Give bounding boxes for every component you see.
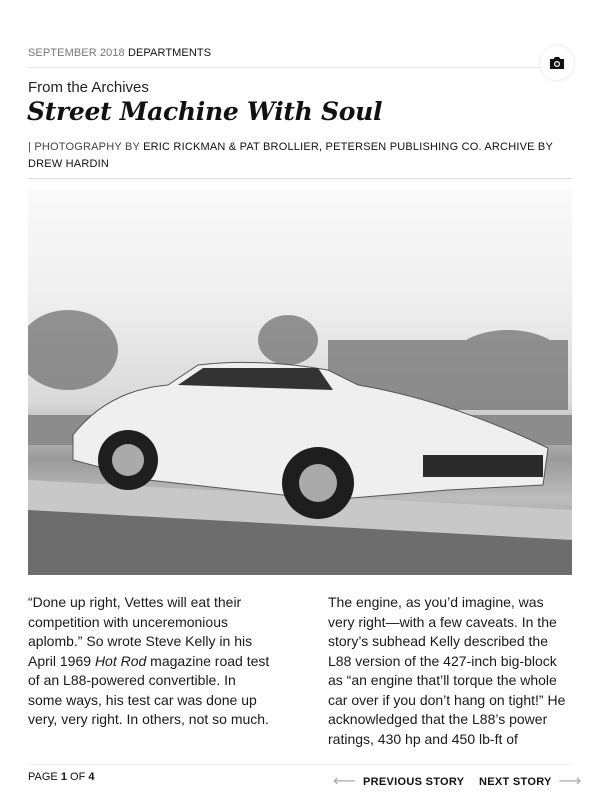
- page-of: OF: [70, 771, 86, 783]
- body-text: magazine road test of an L88-powered convertible. In some ways, his test car was done up very, very right. In others, not so much.: [28, 652, 270, 727]
- page-indicator: [28, 771, 94, 783]
- arrow-left-icon: ⟵: [333, 773, 357, 790]
- divider: [28, 178, 572, 179]
- body-text: “Done up right, Vettes will eat their competition with unceremonious aplomb.” So wrote Steve Kelly in his April 1969: [28, 594, 253, 669]
- page-label: PAGE: [28, 771, 58, 783]
- credit-names: ERIC RICKMAN & PAT BROLLIER, PETERSEN PUBLISHING CO. ARCHIVE BY DREW HARDIN: [28, 141, 553, 170]
- publication-name: Hot Rod: [94, 652, 147, 669]
- photo-gallery-button[interactable]: [540, 46, 574, 80]
- page-total: 4: [88, 771, 95, 783]
- previous-story-label: PREVIOUS STORY: [362, 776, 465, 788]
- next-story-button[interactable]: [479, 771, 582, 791]
- section-name[interactable]: DEPARTMENTS: [127, 47, 212, 59]
- article-column-2: The engine, as you’d imagine, was very right—with a few caveats. In the story’s subhead Kelly described the L88 version of the 427-inch big-block as “an engine that’ll torque the whole car over if you don’t hang on tight!” He acknowledged that the L88’s power ratings, 430 hp and 450 lb-ft of: [328, 594, 566, 747]
- arrow-right-icon: ⟶: [558, 773, 582, 790]
- camera-icon: [549, 56, 565, 70]
- credit-prefix: | PHOTOGRAPHY BY: [28, 141, 140, 153]
- divider: [28, 67, 556, 68]
- divider: [28, 764, 572, 765]
- next-story-label: NEXT STORY: [479, 776, 552, 788]
- photo-credit: [28, 139, 568, 173]
- article-title: Street Machine With Soul: [27, 97, 383, 126]
- previous-story-button[interactable]: [333, 771, 464, 791]
- page-number: 1: [60, 771, 67, 783]
- article-photo[interactable]: [28, 190, 572, 575]
- issue-header: [28, 47, 211, 59]
- corvette-photo-illustration: [28, 190, 572, 575]
- kicker: From the Archives: [28, 79, 149, 96]
- issue-date: SEPTEMBER 2018: [28, 47, 125, 59]
- article-column-1: [28, 593, 273, 730]
